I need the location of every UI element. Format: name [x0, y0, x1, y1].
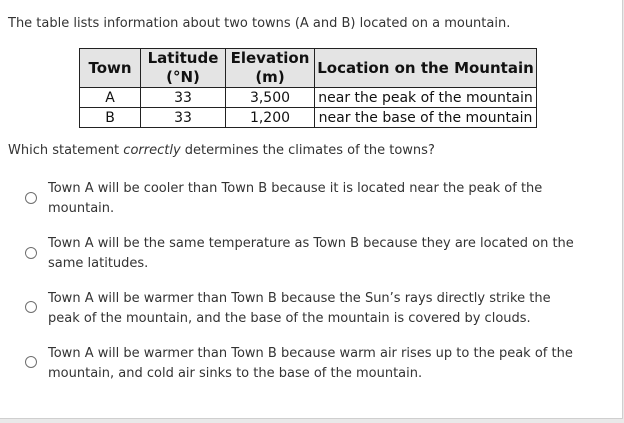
answer-choice-text[interactable]: Town A will be the same temperature as Town B because they are located on the same latitudes.: [48, 236, 574, 271]
answer-choice-text[interactable]: Town A will be warmer than Town B because warm air rises up to the peak of the mountain, and cold air sinks to the base of the mountain.: [48, 346, 573, 381]
cell-latitude: 33: [141, 108, 226, 128]
header-elevation: [226, 49, 315, 88]
table-row: [80, 108, 537, 128]
header-latitude: [141, 49, 226, 88]
header-town: Town: [80, 49, 141, 88]
header-latitude-unit: (°N): [166, 68, 200, 86]
cell-town: B: [80, 108, 141, 128]
cell-elevation: 3,500: [226, 88, 315, 108]
cell-elevation: 1,200: [226, 108, 315, 128]
cell-location: near the peak of the mountain: [315, 88, 537, 108]
cell-town: A: [80, 88, 141, 108]
intro-text: The table lists information about two towns (A and B) located on a mountain.: [8, 16, 511, 31]
header-elevation-unit: (m): [255, 68, 285, 86]
cell-location: near the base of the mountain: [315, 108, 537, 128]
header-location: Location on the Mountain: [315, 49, 537, 88]
question-suffix: determines the climates of the towns?: [180, 143, 435, 158]
radio-button-icon[interactable]: [25, 356, 37, 368]
radio-button-icon[interactable]: [25, 301, 37, 313]
radio-button-icon[interactable]: [25, 192, 37, 204]
radio-button-icon[interactable]: [25, 247, 37, 259]
answer-choice-text[interactable]: Town A will be cooler than Town B because it is located near the peak of the mountain.: [48, 181, 543, 216]
cell-latitude: 33: [141, 88, 226, 108]
header-elevation-label: Elevation: [230, 49, 310, 67]
question-text: [8, 142, 435, 160]
table-row: [80, 88, 537, 108]
table-header-row: [80, 49, 537, 88]
header-latitude-label: Latitude: [147, 49, 219, 67]
answer-choice-text[interactable]: Town A will be warmer than Town B because the Sun’s rays directly strike the peak of the mountain, and the base of the mountain is covered by clouds.: [48, 291, 551, 326]
question-emphasis: correctly: [123, 143, 181, 158]
question-prefix: Which statement: [8, 143, 124, 158]
towns-table: [79, 48, 537, 128]
